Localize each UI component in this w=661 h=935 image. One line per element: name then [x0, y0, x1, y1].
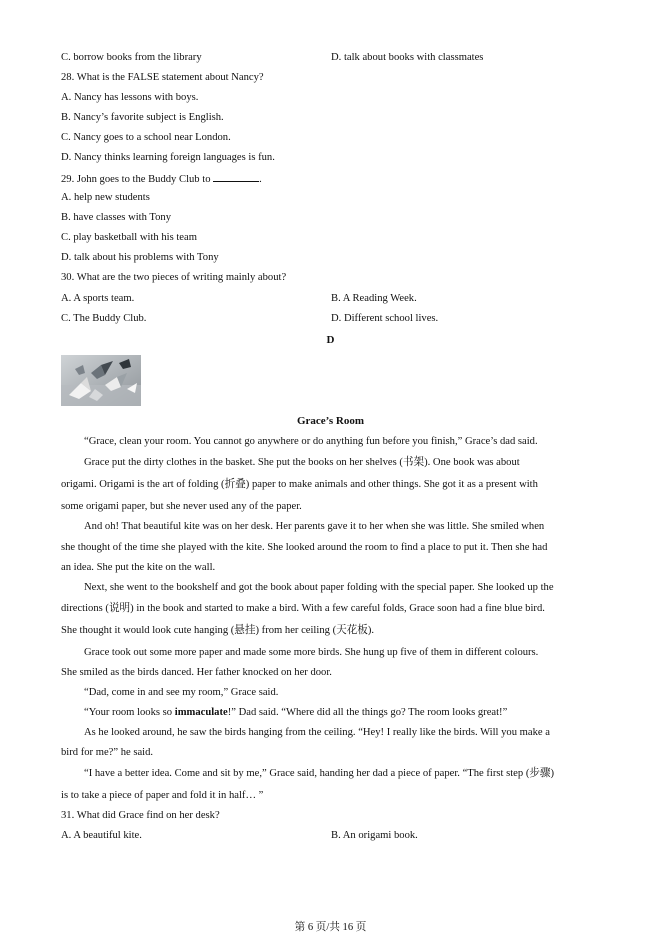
passage-line: “Dad, come in and see my room,” Grace said.	[84, 687, 279, 698]
q28-option-c: C. Nancy goes to a school near London.	[61, 132, 231, 143]
passage-line: She smiled as the birds danced. Her father knocked on her door.	[61, 667, 332, 678]
q29-option-c: C. play basketball with his team	[61, 232, 197, 243]
q28-option-d: D. Nancy thinks learning foreign languages is fun.	[61, 152, 275, 163]
page-number: 第 6 页/共 16 页	[294, 922, 367, 933]
passage-line: She thought it would look cute hanging (悬挂) from her ceiling (天花板).	[61, 625, 375, 636]
passage-line: some origami paper, but she never used any of the paper.	[61, 501, 302, 512]
q28-option-b: B. Nancy’s favorite subject is English.	[61, 112, 224, 123]
q28-option-a: A. Nancy has lessons with boys.	[61, 92, 199, 103]
q29-option-d: D. talk about his problems with Tony	[61, 252, 219, 263]
key-word-immaculate: immaculate	[174, 707, 228, 718]
q27-option-d: D. talk about books with classmates	[331, 52, 484, 63]
q31-stem: 31. What did Grace find on her desk?	[61, 810, 220, 821]
q30-option-d: D. Different school lives.	[331, 313, 439, 324]
passage-line: And oh! That beautiful kite was on her desk. Her parents gave it to her when she was little. She smiled when	[84, 521, 545, 532]
passage-line: directions (说明) in the book and started to make a bird. With a few careful folds, Grace soon had a fine blue bird.	[61, 603, 545, 614]
dad-line-end: !” Dad said. “Where did all the things go? The room looks great!”	[227, 707, 508, 718]
section-letter: D	[326, 334, 335, 346]
q30-stem: 30. What are the two pieces of writing mainly about?	[61, 272, 287, 283]
passage-line: an idea. She put the kite on the wall.	[61, 562, 216, 573]
passage-line: “Grace, clean your room. You cannot go anywhere or do anything fun before you finish,” Grace’s dad said.	[84, 436, 538, 447]
q30-option-c: C. The Buddy Club.	[61, 313, 147, 324]
passage-line: she thought of the time she played with the kite. She looked around the room to find a place to put it. Then she had	[61, 542, 548, 553]
q31-option-a: A. A beautiful kite.	[61, 830, 142, 841]
passage-line: Grace put the dirty clothes in the basket. She put the books on her shelves (书架). One book was about	[84, 457, 520, 468]
passage-line: origami. Origami is the art of folding (折叠) paper to make animals and other things. She got it as a present with	[61, 479, 538, 490]
q29-stem-text: 29. John goes to the Buddy Club to	[61, 174, 211, 185]
passage-line: Grace took out some more paper and made some more birds. She hung up five of them in different colours.	[84, 647, 539, 658]
q31-option-b: B. An origami book.	[331, 830, 418, 841]
passage-title: Grace’s Room	[296, 415, 365, 427]
q30-option-b: B. A Reading Week.	[331, 293, 417, 304]
q29-option-a: A. help new students	[61, 192, 150, 203]
q29-stem	[61, 171, 262, 187]
q27-option-c: C. borrow books from the library	[61, 52, 202, 63]
dad-line-start: “Your room looks so	[84, 707, 175, 718]
answer-blank	[213, 171, 259, 182]
q29-option-b: B. have classes with Tony	[61, 212, 171, 223]
passage-line: Next, she went to the bookshelf and got the book about paper folding with the special paper. She looked up the	[84, 582, 554, 593]
q28-stem: 28. What is the FALSE statement about Nancy?	[61, 72, 264, 83]
passage-line: As he looked around, he saw the birds hanging from the ceiling. “Hey! I really like the birds. Will you make a	[84, 727, 550, 738]
q29-stem-end: .	[259, 174, 262, 185]
passage-line-dad	[84, 706, 624, 720]
passage-line: bird for me?” he said.	[61, 747, 154, 758]
passage-line: “I have a better idea. Come and sit by me,” Grace said, handing her dad a piece of paper. “The first step (步骤)	[84, 768, 555, 779]
origami-birds-illustration	[61, 355, 141, 406]
passage-line: is to take a piece of paper and fold it in half… ”	[61, 790, 264, 801]
origami-birds-image	[61, 355, 141, 406]
q30-option-a: A. A sports team.	[61, 293, 135, 304]
